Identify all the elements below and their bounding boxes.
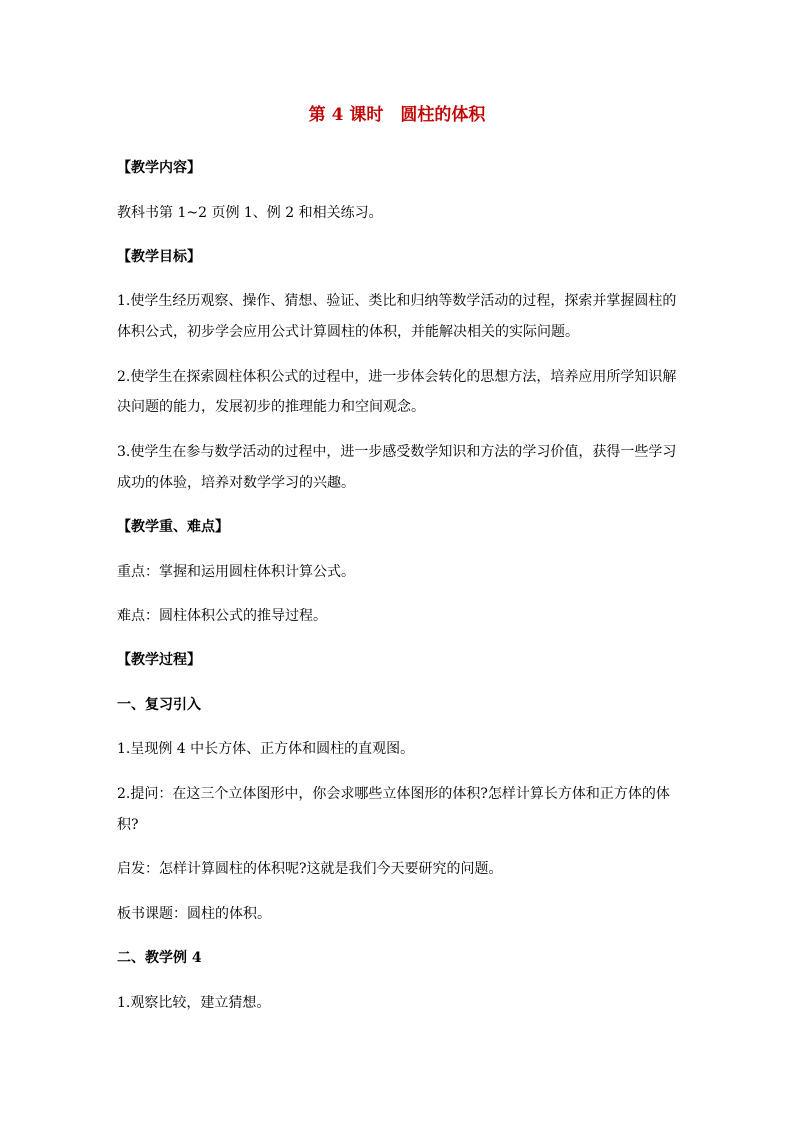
section-heading-goals: 【教学目标】 [117, 249, 201, 265]
part-1-board-title: 板书课题：圆柱的体积。 [117, 906, 271, 922]
part-2-item-1: 1.观察比较，建立猜想。 [117, 995, 271, 1011]
content-text: 教科书第 1~2 页例 1、例 2 和相关练习。 [117, 205, 383, 221]
goal-2-line-2: 决问题的能力，发展初步的推理能力和空间观念。 [117, 399, 425, 415]
part-1-item-1: 1.呈现例 4 中长方体、正方体和圆柱的直观图。 [117, 741, 415, 757]
part-2-heading: 二、教学例 4 [117, 950, 202, 966]
part-1-heading: 一、复习引入 [117, 697, 201, 713]
part-1-item-2-line-2: 积? [117, 817, 139, 833]
goal-2-line-1: 2.使学生在探索圆柱体积公式的过程中，进一步体会转化的思想方法，培养应用所学知识解 [117, 369, 677, 385]
difficulty-text: 难点：圆柱体积公式的推导过程。 [117, 608, 327, 624]
goal-1-line-2: 体积公式，初步学会应用公式计算圆柱的体积，并能解决相关的实际问题。 [117, 324, 579, 340]
section-heading-process: 【教学过程】 [117, 652, 201, 668]
keypoint-text: 重点：掌握和运用圆柱体积计算公式。 [117, 564, 355, 580]
page-title: 第 4 课时 圆柱的体积 [308, 105, 486, 125]
goal-1-line-1: 1.使学生经历观察、操作、猜想、验证、类比和归纳等数学活动的过程，探索并掌握圆柱的 [117, 293, 677, 309]
part-1-item-2-line-1: 2.提问：在这三个立体图形中，你会求哪些立体图形的体积?怎样计算长方体和正方体的体 [117, 786, 670, 802]
part-1-hint: 启发：怎样计算圆柱的体积呢?这就是我们今天要研究的问题。 [117, 861, 503, 877]
goal-3-line-1: 3.使学生在参与数学活动的过程中，进一步感受数学知识和方法的学习价值，获得一些学习 [117, 444, 677, 460]
goal-3-line-2: 成功的体验，培养对数学学习的兴趣。 [117, 475, 355, 491]
section-heading-content: 【教学内容】 [117, 160, 201, 176]
section-heading-keypoints: 【教学重、难点】 [117, 519, 229, 535]
